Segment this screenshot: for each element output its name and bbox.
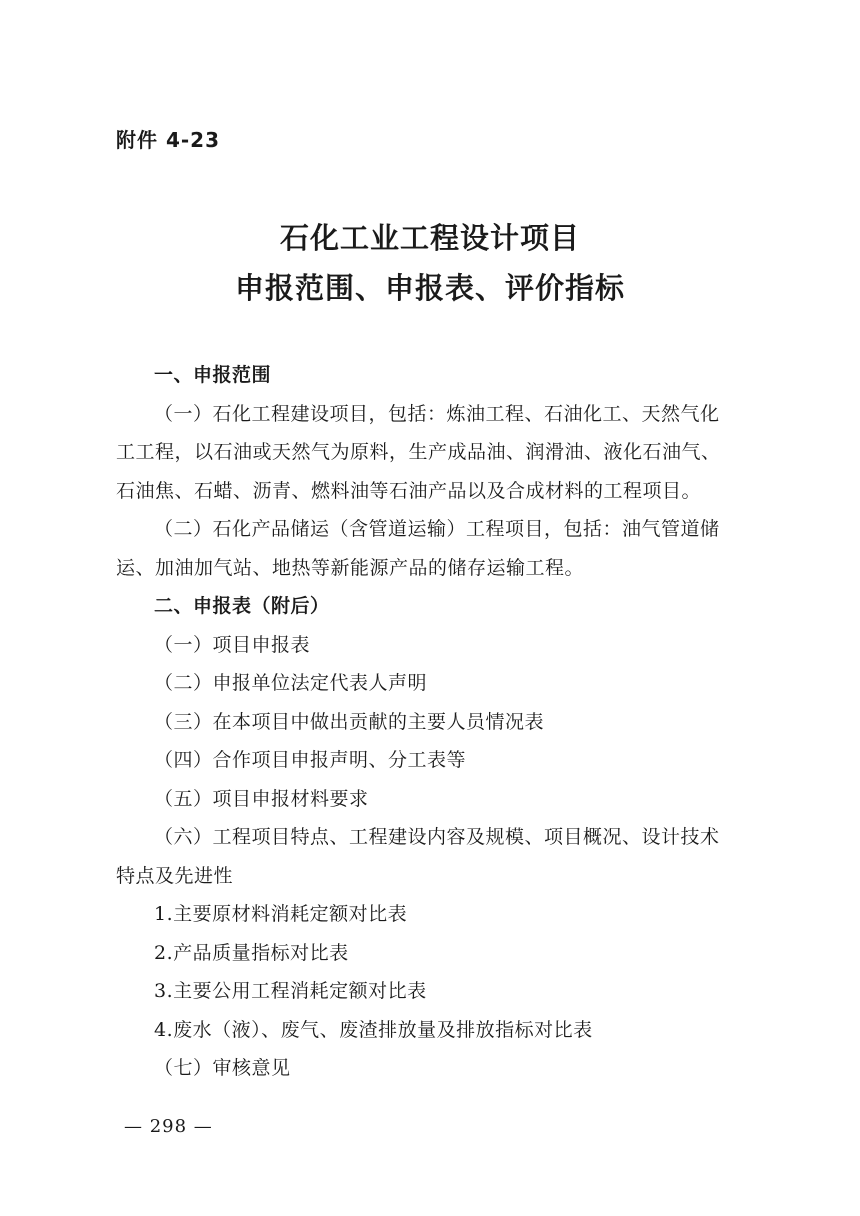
- form-sub-item-4: 4.废水（液）、废气、废渣排放量及排放指标对比表: [154, 1018, 593, 1041]
- scope-item-1-line-2: 工工程，以石油或天然气为原料，生产成品油、润滑油、液化石油气、: [116, 441, 721, 463]
- scope-item-1-line-3: 石油焦、石蜡、沥青、燃料油等石油产品以及合成材料的工程项目。: [116, 479, 702, 502]
- document-title-line-1: 石化工业工程设计项目: [279, 221, 580, 255]
- form-sub-item-3: 3.主要公用工程消耗定额对比表: [154, 980, 427, 1002]
- document-body: [116, 356, 748, 1088]
- page-number: — 298 —: [124, 1116, 213, 1137]
- form-item-6-line-2: 特点及先进性: [116, 864, 234, 887]
- form-sub-item-2: 2.产品质量指标对比表: [154, 941, 349, 964]
- scope-item-2-line-1: （二）石化产品储运（含管道运输）工程项目，包括：油气管道储: [154, 518, 720, 540]
- form-item-6-line-1: （六）工程项目特点、工程建设内容及规模、项目概况、设计技术: [154, 826, 720, 848]
- form-sub-item-1: 1.主要原材料消耗定额对比表: [154, 903, 408, 925]
- form-item-5: （五）项目申报材料要求: [154, 787, 369, 810]
- attachment-label: 附件 4-23: [116, 128, 221, 152]
- scope-item-1-line-1: （一）石化工程建设项目，包括：炼油工程、石油化工、天然气化: [154, 402, 720, 425]
- scope-item-2-line-2: 运、加油加气站、地热等新能源产品的储存运输工程。: [116, 556, 585, 579]
- document-title-line-2: 申报范围、申报表、评价指标: [234, 271, 625, 305]
- form-item-4: （四）合作项目申报声明、分工表等: [154, 749, 467, 771]
- section-heading-scope: 一、申报范围: [154, 364, 272, 386]
- form-item-2: （二）申报单位法定代表人声明: [154, 672, 428, 694]
- section-heading-forms: 二、申报表（附后）: [154, 595, 330, 617]
- form-item-1: （一）项目申报表: [154, 633, 311, 656]
- form-item-7: （七）审核意见: [154, 1057, 291, 1079]
- form-item-3: （三）在本项目中做出贡献的主要人员情况表: [154, 710, 545, 733]
